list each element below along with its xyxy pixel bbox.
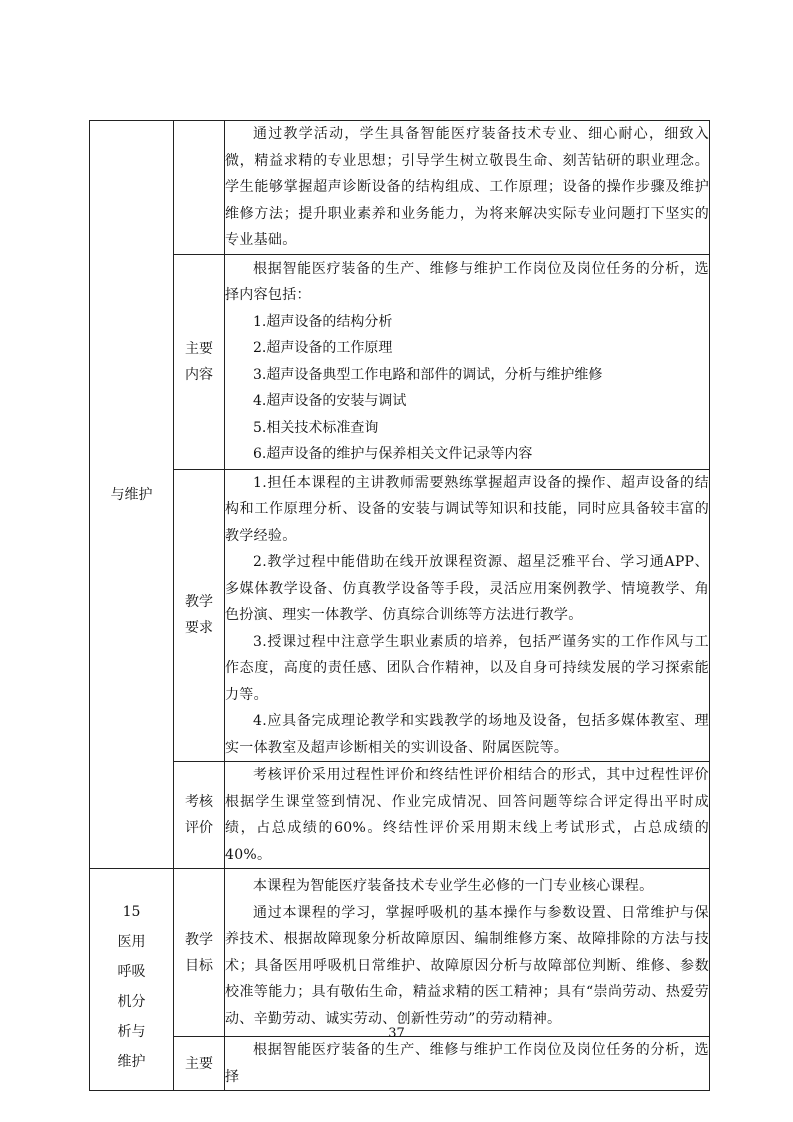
- content-cell: [225, 254, 710, 469]
- objective-paragraph: 本课程为智能医疗装备技术专业学生必修的一门专业核心课程。: [253, 878, 654, 894]
- list-item: 5.相关技术标准查询: [253, 419, 379, 436]
- content-intro: 根据智能医疗装备的生产、维修与维护工作岗位及岗位任务的分析，选择内容包括：: [225, 260, 709, 303]
- course-table: [89, 120, 710, 1091]
- objectives-label-line2: 目标: [185, 957, 213, 974]
- content-label-cell: [174, 254, 225, 469]
- course-15-objectives-cell: [225, 869, 710, 1037]
- objectives-cell: [225, 121, 710, 255]
- objectives-label-line1: 教学: [185, 931, 213, 948]
- course-name-line: 机分: [117, 993, 146, 1010]
- table-row: [90, 1037, 710, 1091]
- requirements-cell: [225, 469, 710, 762]
- objective-paragraph: 通过本课程的学习，掌握呼吸机的基本操作与参数设置、日常维护与保养技术、根据故障现象分析故障原因、编制维修方案、故障排除的方法与技术；具备医用呼吸机日常维护、故障原因分析与故障部位判断、维修、参数校准等能力；具有敬佑生命，精益求精的医工精神；具有“崇尚劳动、热爱劳动、辛勤劳动、诚实劳动、创新性劳动”的劳动精神。: [225, 904, 709, 1027]
- requirements-label-line1: 教学: [185, 594, 213, 611]
- content-label: 主要: [185, 1055, 213, 1072]
- table-row: [90, 762, 710, 869]
- requirement-paragraph: 3.授课过程中注意学生职业素质的培养，包括严谨务实的工作作风与工作态度，高度的责任感、团队合作精神，以及自身可持续发展的学习探索能力等。: [225, 633, 709, 703]
- course-15-content-cell: [225, 1037, 710, 1091]
- content-intro: 根据智能医疗装备的生产、维修与维护工作岗位及岗位任务的分析，选择: [225, 1042, 709, 1085]
- assessment-label-line2: 评价: [185, 820, 213, 836]
- requirements-label-cell: [174, 469, 225, 762]
- course-name-line: 维护: [117, 1053, 146, 1070]
- objectives-text: 通过教学活动，学生具备智能医疗装备技术专业、细心耐心，细致入微，精益求精的专业思想；引导学生树立敬畏生命、刻苦钻研的职业理念。学生能够掌握超声诊断设备的结构组成、工作原理；设备的操作步骤及维护维修方法；提升职业素养和业务能力，为将来解决实际专业问题打下坚实的专业基础。: [225, 126, 709, 248]
- assessment-label-line1: 考核: [185, 794, 213, 810]
- requirements-label-line2: 要求: [185, 620, 213, 637]
- list-item: 3.超声设备典型工作电路和部件的调试，分析与维护维修: [253, 366, 603, 383]
- content-label-line2: 内容: [185, 366, 213, 383]
- requirement-paragraph: 4.应具备完成理论教学和实践教学的场地及设备，包括多媒体教室、理实一体教室及超声诊断相关的实训设备、附属医院等。: [225, 713, 709, 756]
- table-row: [90, 869, 710, 1037]
- list-item: 2.超声设备的工作原理: [253, 340, 393, 356]
- requirement-paragraph: 1.担任本课程的主讲教师需要熟练掌握超声设备的操作、超声设备的结构和工作原理分析、设备的安装与调试等知识和技能，同时应具备较丰富的教学经验。: [225, 474, 709, 544]
- course-name-line: 析与: [117, 1023, 146, 1040]
- page-number: 37: [388, 1026, 405, 1041]
- list-item: 6.超声设备的维护与保养相关文件记录等内容: [253, 446, 533, 462]
- course-name-cell: [90, 121, 174, 869]
- course-name-line: 呼吸: [117, 963, 146, 980]
- requirement-paragraph: 2.教学过程中能借助在线开放课程资源、超星泛雅平台、学习通APP、多媒体教学设备、仿真教学设备等手段，灵活应用案例教学、情境教学、角色扮演、理实一体教学、仿真综合训练等方法进行教学。: [225, 554, 709, 623]
- table-row: [90, 469, 710, 762]
- course-15-content-label-cell: [174, 1037, 225, 1091]
- course-name-line: 医用: [117, 933, 146, 950]
- list-item: 4.超声设备的安装与调试: [253, 393, 407, 409]
- label-cell: [174, 121, 225, 255]
- assessment-cell: [225, 762, 710, 869]
- assessment-label-cell: [174, 762, 225, 869]
- course-name: 与维护: [110, 486, 153, 503]
- list-item: 1.超声设备的结构分析: [253, 313, 393, 330]
- objectives-label-cell: [174, 869, 225, 1037]
- table-row: [90, 121, 710, 255]
- course-number: 15: [122, 903, 141, 920]
- content-label-line1: 主要: [185, 340, 213, 357]
- assessment-text: 考核评价采用过程性评价和终结性评价相结合的形式，其中过程性评价根据学生课堂签到情况、作业完成情况、回答问题等综合评定得出平时成绩，占总成绩的60%。终结性评价采用期末线上考试形式，占总成绩的 40%。: [225, 767, 709, 863]
- course-15-name-cell: [90, 869, 174, 1091]
- table-row: [90, 254, 710, 469]
